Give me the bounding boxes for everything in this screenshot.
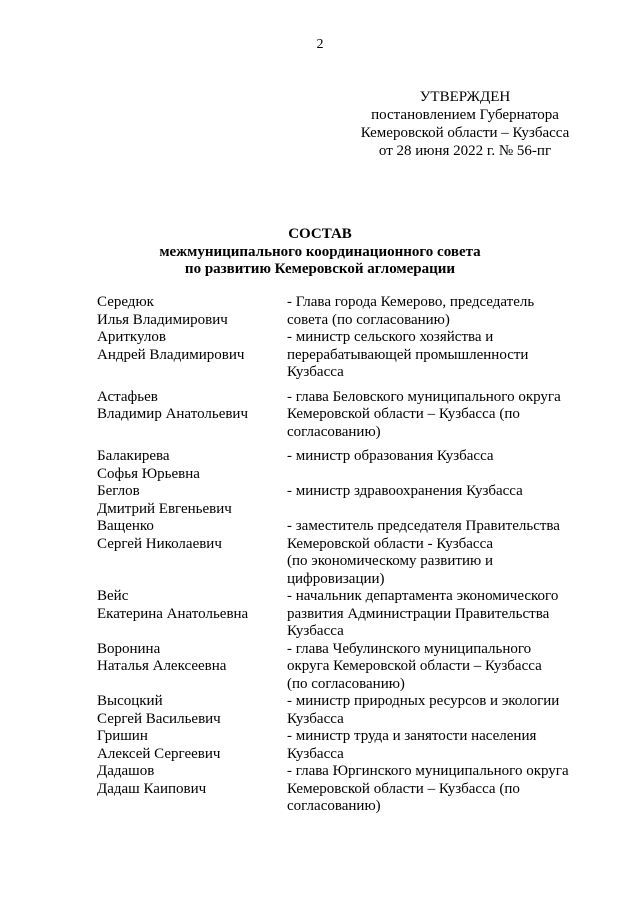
member-role-line: Кузбасса: [287, 710, 344, 727]
member-role-line: Кузбасса: [287, 623, 344, 639]
member-name: [97, 448, 287, 483]
member-name: [97, 483, 287, 518]
member-role-line: цифровизации): [287, 570, 385, 587]
member-role: [287, 389, 587, 442]
member-role: [287, 728, 587, 763]
member-role-line: - министр природных ресурсов и экологии: [287, 693, 560, 709]
member-name-line: Вейс: [97, 588, 129, 604]
member-row: [97, 448, 587, 483]
member-role-line: - начальник департамента экономического: [287, 588, 559, 604]
member-row: [97, 693, 587, 728]
member-name-line: Беглов: [97, 483, 140, 499]
member-name-line: Сергей Николаевич: [97, 535, 222, 552]
member-role-line: (по экономическому развитию и: [287, 553, 493, 569]
member-name: [97, 518, 287, 588]
member-name: [97, 693, 287, 728]
member-name-line: Ващенко: [97, 518, 154, 534]
member-name: [97, 728, 287, 763]
member-name-line: Дмитрий Евгеньевич: [97, 500, 232, 517]
member-role-line: - глава Юргинского муниципального округа: [287, 763, 569, 779]
member-role: [287, 693, 587, 728]
member-name-line: Воронина: [97, 640, 161, 657]
page-number: 2: [316, 37, 324, 52]
member-name-line: Владимир Анатольевич: [97, 406, 249, 422]
member-role-line: - министр здравоохранения Кузбасса: [287, 483, 523, 499]
member-name-line: Софья Юрьевна: [97, 465, 200, 482]
member-name-line: Илья Владимирович: [97, 311, 228, 328]
member-name: [97, 329, 287, 382]
member-role: [287, 588, 587, 641]
member-role: [287, 763, 587, 816]
member-name-line: Астафьев: [97, 388, 158, 405]
member-name-line: Середюк: [97, 294, 154, 310]
member-name: [97, 588, 287, 641]
member-row: [97, 518, 587, 588]
member-role-line: Кемеровской области - Кузбасса: [287, 535, 494, 552]
member-row: [97, 483, 587, 518]
member-role-line: Кузбасса: [287, 745, 344, 762]
approval-block: [350, 88, 580, 160]
approval-line: Кемеровской области – Кузбасса: [360, 125, 570, 141]
member-row: [97, 588, 587, 641]
member-role-line: округа Кемеровской области – Кузбасса: [287, 658, 542, 674]
member-row: [97, 389, 587, 442]
member-role: [287, 329, 587, 382]
member-name: [97, 294, 287, 329]
member-name-line: Высоцкий: [97, 693, 163, 709]
member-role-line: перерабатывающей промышленности: [287, 346, 529, 363]
member-role-line: согласованию): [287, 423, 381, 440]
member-role-line: - министр сельского хозяйства и: [287, 329, 494, 345]
document-title: СОСТАВ: [288, 226, 352, 242]
member-role-line: - Глава города Кемерово, председатель: [287, 294, 535, 310]
member-role-line: Кемеровской области – Кузбасса (по: [287, 406, 520, 422]
document-subtitle-line: межмуниципального координационного совета: [159, 244, 481, 260]
member-role-line: согласованию): [287, 798, 381, 814]
member-name: [97, 641, 287, 694]
member-row: [97, 763, 587, 816]
member-name-line: Сергей Васильевич: [97, 710, 221, 727]
member-role-line: - министр образования Кузбасса: [287, 448, 494, 464]
member-name-line: Дадашов: [97, 763, 155, 779]
member-name: [97, 763, 287, 816]
member-role: [287, 294, 587, 329]
members-list: [97, 294, 587, 816]
member-role-line: - глава Чебулинского муниципального: [287, 640, 532, 657]
member-role-line: Кемеровской области – Кузбасса (по: [287, 780, 520, 797]
member-row: [97, 329, 587, 382]
approval-line: УТВЕРЖДЕН: [419, 89, 511, 105]
member-role: [287, 641, 587, 694]
member-name-line: Балакирева: [97, 448, 170, 464]
member-role-line: (по согласованию): [287, 675, 405, 692]
member-role-line: развития Администрации Правительства: [287, 605, 550, 622]
member-name-line: Екатерина Анатольевна: [97, 605, 249, 622]
member-name-line: Ариткулов: [97, 329, 166, 345]
member-role-line: - глава Беловского муниципального округа: [287, 388, 561, 405]
document-subtitle-line: по развитию Кемеровской агломерации: [184, 261, 456, 277]
member-name-line: Дадаш Каипович: [97, 780, 207, 797]
member-role: [287, 448, 587, 483]
member-role: [287, 518, 587, 588]
member-name-line: Гришин: [97, 728, 148, 744]
document-heading: [0, 226, 640, 278]
member-name-line: Наталья Алексеевна: [97, 658, 227, 674]
member-role-line: совета (по согласованию): [287, 311, 450, 328]
member-row: [97, 641, 587, 694]
member-name-line: Андрей Владимирович: [97, 346, 245, 363]
member-row: [97, 294, 587, 329]
member-role-line: - министр труда и занятости населения: [287, 728, 537, 744]
approval-line: от 28 июня 2022 г. № 56-пг: [378, 143, 552, 159]
member-name: [97, 389, 287, 442]
member-name-line: Алексей Сергеевич: [97, 745, 221, 762]
member-role-line: - заместитель председателя Правительства: [287, 518, 560, 534]
member-role-line: Кузбасса: [287, 364, 344, 380]
member-row: [97, 728, 587, 763]
member-role: [287, 483, 587, 518]
approval-line: постановлением Губернатора: [371, 107, 559, 123]
